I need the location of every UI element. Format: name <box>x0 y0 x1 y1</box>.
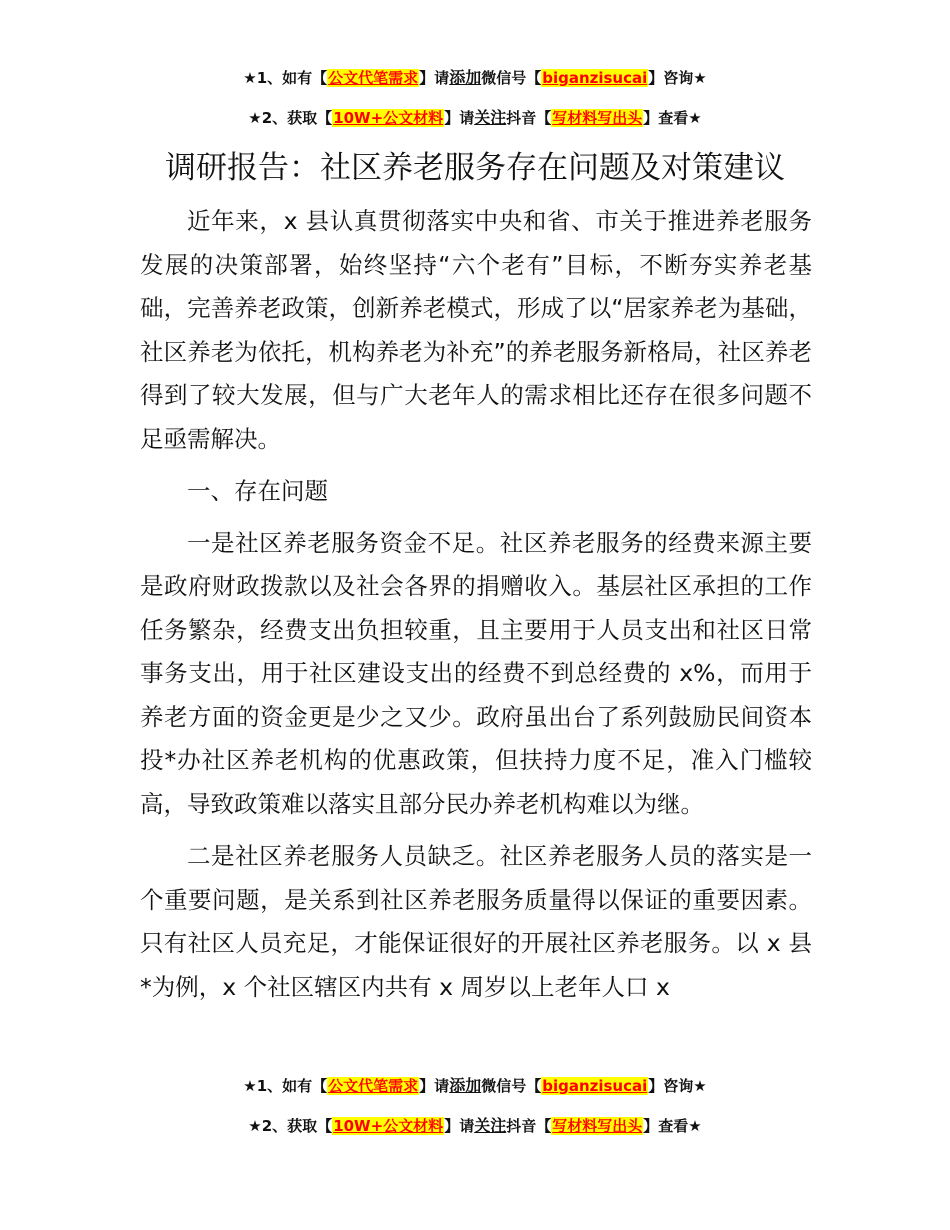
service-highlight: 公文代笔需求 <box>328 1077 419 1095</box>
header-banner-line-2 <box>0 108 950 128</box>
banner-emphasis: 添加 <box>449 1076 482 1095</box>
banner-suffix: 】咨询★ <box>648 69 707 87</box>
footer-banner-line-1 <box>0 1076 950 1096</box>
wechat-id-highlight: biganzisucai <box>542 69 648 87</box>
banner-emphasis: 关注 <box>474 1116 507 1135</box>
banner-text: 微信号【 <box>481 1077 542 1095</box>
banner-prefix: ★1、如有【 <box>243 69 328 87</box>
footer-banner-line-2 <box>0 1116 950 1136</box>
banner-prefix: ★2、获取【 <box>248 1117 333 1135</box>
banner-text: 】请 <box>419 1077 450 1095</box>
document-title: 调研报告：社区养老服务存在问题及对策建议 <box>165 150 785 186</box>
materials-highlight: 10W+公文材料 <box>333 1117 444 1135</box>
banner-text: 】请 <box>419 69 450 87</box>
banner-text: 抖音【 <box>506 1117 552 1135</box>
service-highlight: 公文代笔需求 <box>328 69 419 87</box>
banner-emphasis: 添加 <box>449 68 482 87</box>
banner-prefix: ★2、获取【 <box>248 109 333 127</box>
intro-paragraph: 近年来，x 县认真贯彻落实中央和省、市关于推进养老服务发展的决策部署，始终坚持“六个老有”目标，不断夯实养老基础，完善养老政策，创新养老模式，形成了以“居家养老为基础，社区养老为依托，机构养老为补充”的养老服务新格局，社区养老得到了较大发展，但与广大老年人的需求相比还存在很多问题不足亟需解决。 <box>140 207 812 453</box>
banner-text: 】请 <box>444 109 475 127</box>
section-heading: 一、存在问题 <box>187 476 328 505</box>
banner-text: 】请 <box>444 1117 475 1135</box>
banner-text: 抖音【 <box>506 109 552 127</box>
banner-text: 微信号【 <box>481 69 542 87</box>
paragraph-staff-shortage: 二是社区养老服务人员缺乏。社区养老服务人员的落实是一个重要问题，是关系到社区养老服务质量得以保证的重要因素。只有社区人员充足，才能保证很好的开展社区养老服务。以 x 县*为例，x 个社区辖区内共有 x 周岁以上老年人口 x <box>140 842 812 1001</box>
banner-suffix: 】咨询★ <box>648 1077 707 1095</box>
materials-highlight: 10W+公文材料 <box>333 109 444 127</box>
document-body <box>140 200 812 1018</box>
douyin-account-highlight: 写材料写出头 <box>552 1117 643 1135</box>
banner-prefix: ★1、如有【 <box>243 1077 328 1095</box>
banner-suffix: 】查看★ <box>643 1117 702 1135</box>
banner-emphasis: 关注 <box>474 108 507 127</box>
douyin-account-highlight: 写材料写出头 <box>552 109 643 127</box>
banner-suffix: 】查看★ <box>643 109 702 127</box>
header-banner-line-1 <box>0 68 950 88</box>
wechat-id-highlight: biganzisucai <box>542 1077 648 1095</box>
paragraph-funding-shortage: 一是社区养老服务资金不足。社区养老服务的经费来源主要是政府财政拨款以及社会各界的捐赠收入。基层社区承担的工作任务繁杂，经费支出负担较重，且主要用于人员支出和社区日常事务支出，用于社区建设支出的经费不到总经费的 x%，而用于养老方面的资金更是少之又少。政府虽出台了系列鼓励民间资本投*办社区养老机构的优惠政策，但扶持力度不足，准入门槛较高，导致政策难以落实且部分民办养老机构难以为继。 <box>140 528 812 818</box>
